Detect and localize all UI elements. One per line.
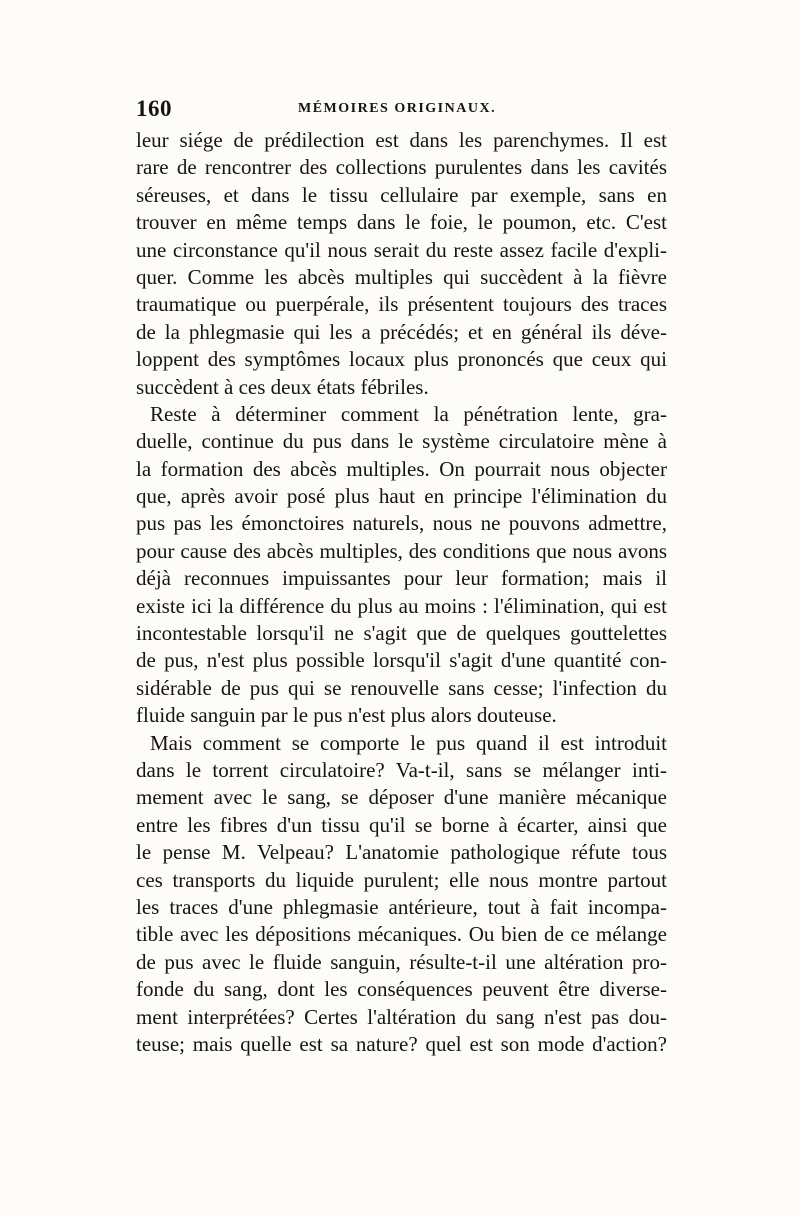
text-line: de la phlegmasie qui les a précédés; et en général ils déve- (136, 319, 667, 344)
text-line: trouver en même temps dans le foie, le poumon, etc. C'est (136, 210, 667, 235)
text-line: quer. Comme les abcès multiples qui succèdent à la fièvre (136, 264, 667, 289)
text-line: déjà reconnues impuissantes pour leur formation; mais il (136, 566, 667, 591)
text-line: incontestable lorsqu'il ne s'agit que de quelques gouttelettes (136, 621, 667, 646)
text-line: la formation des abcès multiples. On pourrait nous objecter (136, 456, 667, 481)
text-line: leur siége de prédilection est dans les parenchymes. Il est (136, 128, 667, 152)
text-line: teuse; mais quelle est sa nature? quel est son mode d'action? (136, 1031, 667, 1056)
text-line: sidérable de pus qui se renouvelle sans cesse; l'infection du (136, 675, 667, 700)
text-line: de pus avec le fluide sanguin, résulte-t-il une altération pro- (136, 949, 667, 974)
text-line: Reste à déterminer comment la pénétration lente, gra- (150, 401, 667, 426)
text-line: entre les fibres d'un tissu qu'il se borne à écarter, ainsi que (136, 812, 667, 837)
text-line: une circonstance qu'il nous serait du reste assez facile d'expli- (136, 237, 667, 262)
text-line: le pense M. Velpeau? L'anatomie pathologique réfute tous (136, 840, 667, 865)
text-line: duelle, continue du pus dans le système circulatoire mène à (136, 429, 667, 454)
text-line: tible avec les dépositions mécaniques. Ou bien de ce mélange (136, 922, 667, 947)
text-line: séreuses, et dans le tissu cellulaire par exemple, sans en (136, 182, 667, 207)
text-line: ment interprétées? Certes l'altération du sang n'est pas dou- (136, 1004, 667, 1029)
text-line: rare de rencontrer des collections purulentes dans les cavités (136, 155, 667, 180)
text-line: fonde du sang, dont les conséquences peuvent être diverse- (136, 977, 667, 1002)
text-line: dans le torrent circulatoire? Va-t-il, sans se mélanger inti- (136, 757, 667, 782)
text-line: pour cause des abcès multiples, des conditions que nous avons (136, 538, 667, 563)
text-line: les traces d'une phlegmasie antérieure, tout à fait incompa- (136, 894, 667, 919)
running-head (136, 96, 667, 126)
text-line: succèdent à ces deux états fébriles. (136, 374, 429, 399)
text-line: que, après avoir posé plus haut en principe l'élimination du (136, 484, 667, 509)
text-line: existe ici la différence du plus au moins : l'élimination, qui est (136, 593, 667, 618)
text-line: traumatique ou puerpérale, ils présentent toujours des traces (136, 292, 667, 317)
text-line: fluide sanguin par le pus n'est plus alors douteuse. (136, 703, 557, 728)
body-text (136, 127, 667, 1058)
text-line: mement avec le sang, se déposer d'une manière mécanique (136, 785, 667, 810)
text-line: de pus, n'est plus possible lorsqu'il s'agit d'une quantité con- (136, 648, 667, 673)
running-title: MÉMOIRES ORIGINAUX. (298, 101, 497, 116)
page-number: 160 (136, 96, 172, 121)
text-line: Mais comment se comporte le pus quand il est introduit (150, 730, 667, 755)
text-line: ces transports du liquide purulent; elle nous montre partout (136, 867, 667, 892)
text-line: loppent des symptômes locaux plus prononcés que ceux qui (136, 347, 667, 372)
text-line: pus pas les émonctoires naturels, nous ne pouvons admettre, (136, 511, 667, 536)
